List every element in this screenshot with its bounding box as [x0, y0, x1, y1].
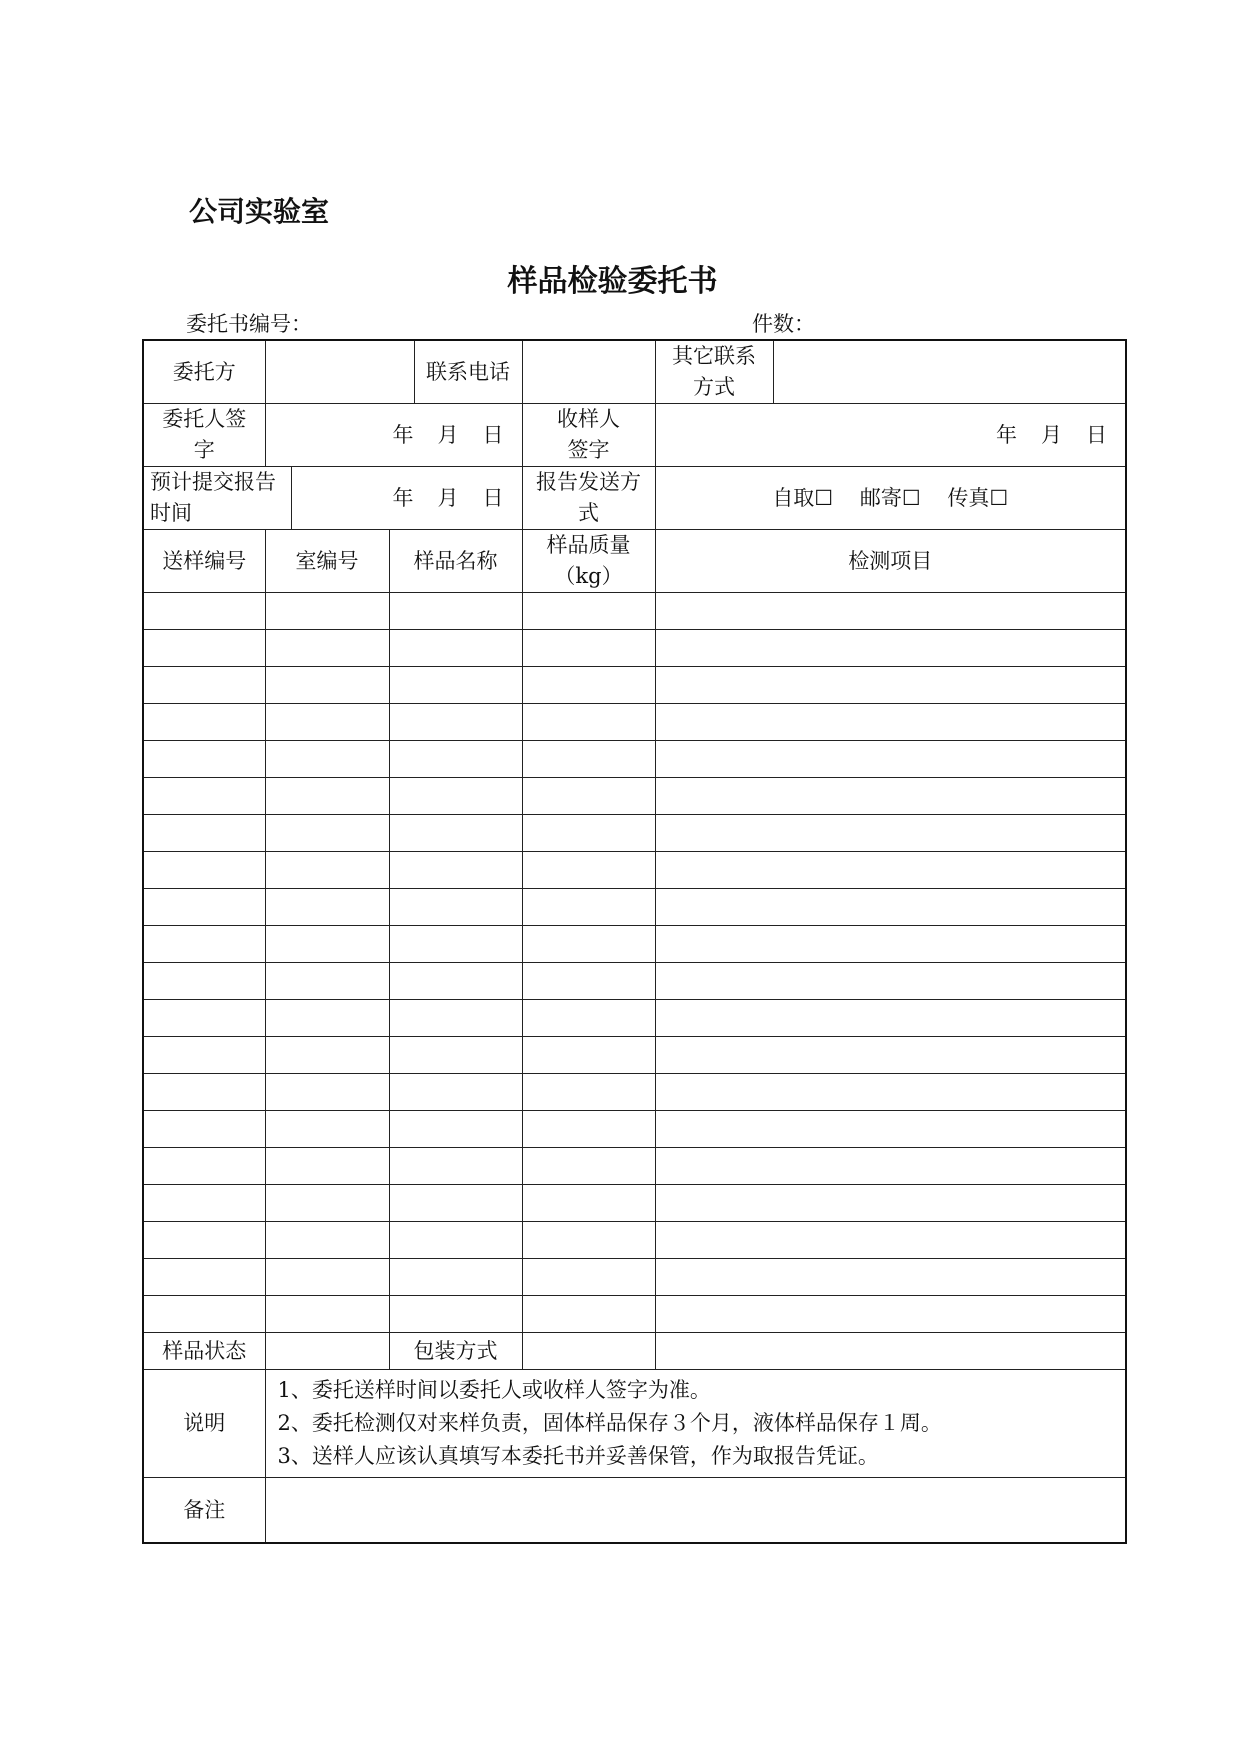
sample-cell[interactable] [522, 1222, 655, 1259]
sample-cell[interactable] [143, 1074, 265, 1111]
sample-cell[interactable] [389, 1148, 522, 1185]
sample-cell[interactable] [265, 630, 389, 667]
sample-cell[interactable] [655, 1111, 1126, 1148]
sample-cell[interactable] [389, 704, 522, 741]
sample-row [143, 1074, 1126, 1111]
sample-cell[interactable] [522, 963, 655, 1000]
sample-cell[interactable] [655, 778, 1126, 815]
sample-cell[interactable] [265, 1185, 389, 1222]
sample-cell[interactable] [655, 630, 1126, 667]
remarks-label: 备注 [143, 1478, 265, 1544]
remarks-row [143, 1478, 1126, 1544]
sample-row [143, 778, 1126, 815]
sample-row [143, 630, 1126, 667]
sample-cell[interactable] [655, 741, 1126, 778]
sample-cell[interactable] [143, 593, 265, 630]
form-title [0, 256, 1241, 300]
client-sign-day: 日 [482, 422, 504, 447]
client-sign-line1: 委托人签 [162, 407, 247, 431]
sample-cell[interactable] [522, 630, 655, 667]
phone-label: 联系电话 [414, 340, 522, 404]
sample-cell[interactable] [389, 926, 522, 963]
sample-cell[interactable] [522, 852, 655, 889]
phone-field[interactable] [522, 340, 655, 404]
note-1: 1、委托送样时间以委托人或收样人签字为准。 [277, 1378, 711, 1402]
receiver-line1: 收样人 [557, 407, 621, 431]
sample-cell[interactable] [143, 1296, 265, 1333]
client-sign-date[interactable] [265, 404, 522, 467]
sample-row [143, 1148, 1126, 1185]
sample-cell[interactable] [265, 704, 389, 741]
sample-cell[interactable] [389, 852, 522, 889]
receiver-label [522, 404, 655, 467]
sample-cell[interactable] [389, 1111, 522, 1148]
sample-cell[interactable] [143, 1037, 265, 1074]
status-row [143, 1333, 1126, 1370]
sample-cell[interactable] [265, 926, 389, 963]
sample-cell[interactable] [655, 667, 1126, 704]
report-year: 年 [392, 485, 414, 510]
sample-cell[interactable] [522, 1185, 655, 1222]
sample-status-label: 样品状态 [143, 1333, 265, 1370]
sample-cell[interactable] [265, 741, 389, 778]
sample-header-row [143, 530, 1126, 593]
sample-cell[interactable] [655, 1185, 1126, 1222]
sample-row [143, 667, 1126, 704]
receiver-sign-month: 月 [1041, 422, 1063, 447]
client-sign-year: 年 [392, 422, 414, 447]
sample-row [143, 963, 1126, 1000]
sample-row [143, 889, 1126, 926]
sample-cell[interactable] [389, 1296, 522, 1333]
sample-cell[interactable] [143, 1222, 265, 1259]
sample-cell[interactable] [522, 889, 655, 926]
receiver-sign-year: 年 [996, 422, 1018, 447]
sample-cell[interactable] [265, 1111, 389, 1148]
sample-cell[interactable] [389, 1074, 522, 1111]
sample-cell[interactable] [389, 1222, 522, 1259]
sample-cell[interactable] [389, 889, 522, 926]
sample-cell[interactable] [389, 1259, 522, 1296]
report-row [143, 467, 1126, 530]
sample-cell[interactable] [143, 926, 265, 963]
sample-cell[interactable] [655, 1296, 1126, 1333]
sample-cell[interactable] [265, 778, 389, 815]
sample-cell[interactable] [655, 926, 1126, 963]
other-contact-line2: 方式 [693, 375, 736, 399]
sample-cell[interactable] [389, 630, 522, 667]
sample-cell[interactable] [522, 704, 655, 741]
sample-cell[interactable] [655, 1037, 1126, 1074]
col-sample-name: 样品名称 [389, 530, 522, 593]
report-day: 日 [482, 485, 504, 510]
sample-cell[interactable] [655, 889, 1126, 926]
col-room-no: 室编号 [265, 530, 389, 593]
client-sign-line2: 字 [193, 438, 215, 462]
client-sign-month: 月 [437, 422, 459, 447]
sample-cell[interactable] [265, 593, 389, 630]
sample-cell[interactable] [143, 667, 265, 704]
form-number-label: 委托书编号： [186, 312, 312, 336]
report-time-date[interactable] [291, 467, 522, 530]
sample-cell[interactable] [655, 963, 1126, 1000]
sample-cell[interactable] [265, 1296, 389, 1333]
report-time-label: 预计提交报告时间 [143, 467, 291, 530]
sample-row [143, 1222, 1126, 1259]
sample-row [143, 1259, 1126, 1296]
sample-cell[interactable] [143, 1000, 265, 1037]
sample-cell[interactable] [522, 926, 655, 963]
sample-cell[interactable] [265, 889, 389, 926]
sample-cell[interactable] [389, 741, 522, 778]
sample-row [143, 1111, 1126, 1148]
sample-cell[interactable] [143, 852, 265, 889]
note-3: 3、送样人应该认真填写本委托书并妥善保管，作为取报告凭证。 [277, 1444, 879, 1468]
sample-cell[interactable] [143, 1111, 265, 1148]
report-month: 月 [437, 485, 459, 510]
sample-cell[interactable] [522, 1074, 655, 1111]
sample-cell[interactable] [522, 1259, 655, 1296]
sample-cell[interactable] [522, 778, 655, 815]
sample-rows [143, 593, 1126, 1333]
sample-cell[interactable] [389, 963, 522, 1000]
sample-cell[interactable] [265, 1037, 389, 1074]
count-label: 件数： [752, 312, 815, 336]
form-title-text: 样品检验委托书 [507, 264, 718, 299]
sample-cell[interactable] [522, 593, 655, 630]
sample-cell[interactable] [522, 1296, 655, 1333]
sample-cell[interactable] [265, 963, 389, 1000]
other-contact-label [655, 340, 773, 404]
sample-cell[interactable] [522, 1148, 655, 1185]
sample-cell[interactable] [389, 778, 522, 815]
sample-row [143, 815, 1126, 852]
sample-row [143, 852, 1126, 889]
note-2: 2、委托检测仅对来样负责，固体样品保存３个月，液体样品保存１周。 [277, 1411, 942, 1435]
client-row [143, 340, 1126, 404]
fax-option[interactable]: 传真☐ [947, 485, 1009, 510]
remarks-field[interactable] [265, 1478, 1126, 1544]
sample-row [143, 926, 1126, 963]
sample-row [143, 741, 1126, 778]
signature-row [143, 404, 1126, 467]
sample-cell[interactable] [389, 1000, 522, 1037]
sample-cell[interactable] [143, 889, 265, 926]
receiver-line2: 签字 [567, 438, 610, 462]
notes-row [143, 1370, 1126, 1478]
sample-cell[interactable] [389, 593, 522, 630]
sample-status-field[interactable] [265, 1333, 389, 1370]
sample-cell[interactable] [143, 778, 265, 815]
sample-cell[interactable] [522, 1000, 655, 1037]
sample-cell[interactable] [655, 852, 1126, 889]
sample-cell[interactable] [655, 1074, 1126, 1111]
sample-cell[interactable] [389, 1185, 522, 1222]
sample-cell[interactable] [522, 815, 655, 852]
sample-cell[interactable] [143, 630, 265, 667]
other-contact-field[interactable] [773, 340, 1126, 404]
sample-cell[interactable] [143, 1259, 265, 1296]
sample-cell[interactable] [522, 1111, 655, 1148]
notes-content [265, 1370, 1126, 1478]
sample-row [143, 704, 1126, 741]
receiver-sign-day: 日 [1086, 422, 1108, 447]
sample-row [143, 593, 1126, 630]
sample-cell[interactable] [265, 1000, 389, 1037]
sample-cell[interactable] [655, 1148, 1126, 1185]
sample-cell[interactable] [265, 1222, 389, 1259]
sample-cell[interactable] [655, 1000, 1126, 1037]
packaging-field[interactable] [522, 1333, 655, 1370]
sample-cell[interactable] [522, 741, 655, 778]
sample-row [143, 1037, 1126, 1074]
col-test-items: 检测项目 [655, 530, 1126, 593]
entrust-form-table [142, 339, 1127, 1544]
sample-cell[interactable] [655, 815, 1126, 852]
packaging-label: 包装方式 [389, 1333, 522, 1370]
sample-cell[interactable] [143, 741, 265, 778]
client-label: 委托方 [143, 340, 265, 404]
other-contact-line1: 其它联系 [672, 344, 757, 368]
sample-cell[interactable] [522, 667, 655, 704]
sample-cell[interactable] [143, 1148, 265, 1185]
sample-row [143, 1185, 1126, 1222]
sample-cell[interactable] [265, 1074, 389, 1111]
status-blank [655, 1333, 1126, 1370]
mail-option[interactable]: 邮寄☐ [859, 485, 921, 510]
sample-cell[interactable] [265, 852, 389, 889]
col-sample-mass: 样品质量（kg） [522, 530, 655, 593]
sample-cell[interactable] [265, 1259, 389, 1296]
sample-row [143, 1296, 1126, 1333]
company-name: 公司实验室 [189, 195, 330, 228]
client-field[interactable] [265, 340, 414, 404]
sample-cell[interactable] [389, 667, 522, 704]
receiver-sign-date[interactable] [655, 404, 1126, 467]
sample-cell[interactable] [265, 667, 389, 704]
report-method-options [655, 467, 1126, 530]
pickup-option[interactable]: 自取☐ [772, 485, 834, 510]
sample-cell[interactable] [265, 1148, 389, 1185]
sample-cell[interactable] [655, 1222, 1126, 1259]
sample-cell[interactable] [655, 593, 1126, 630]
sample-cell[interactable] [655, 704, 1126, 741]
sample-cell[interactable] [143, 963, 265, 1000]
sample-cell[interactable] [143, 704, 265, 741]
notes-label: 说明 [143, 1370, 265, 1478]
client-sign-label [143, 404, 265, 467]
sample-cell[interactable] [522, 1037, 655, 1074]
col-sample-no: 送样编号 [143, 530, 265, 593]
report-method-label: 报告发送方式 [522, 467, 655, 530]
sample-cell[interactable] [143, 815, 265, 852]
sample-cell[interactable] [143, 1185, 265, 1222]
sample-cell[interactable] [655, 1259, 1126, 1296]
sample-cell[interactable] [265, 815, 389, 852]
sample-cell[interactable] [389, 815, 522, 852]
sample-cell[interactable] [389, 1037, 522, 1074]
sample-row [143, 1000, 1126, 1037]
